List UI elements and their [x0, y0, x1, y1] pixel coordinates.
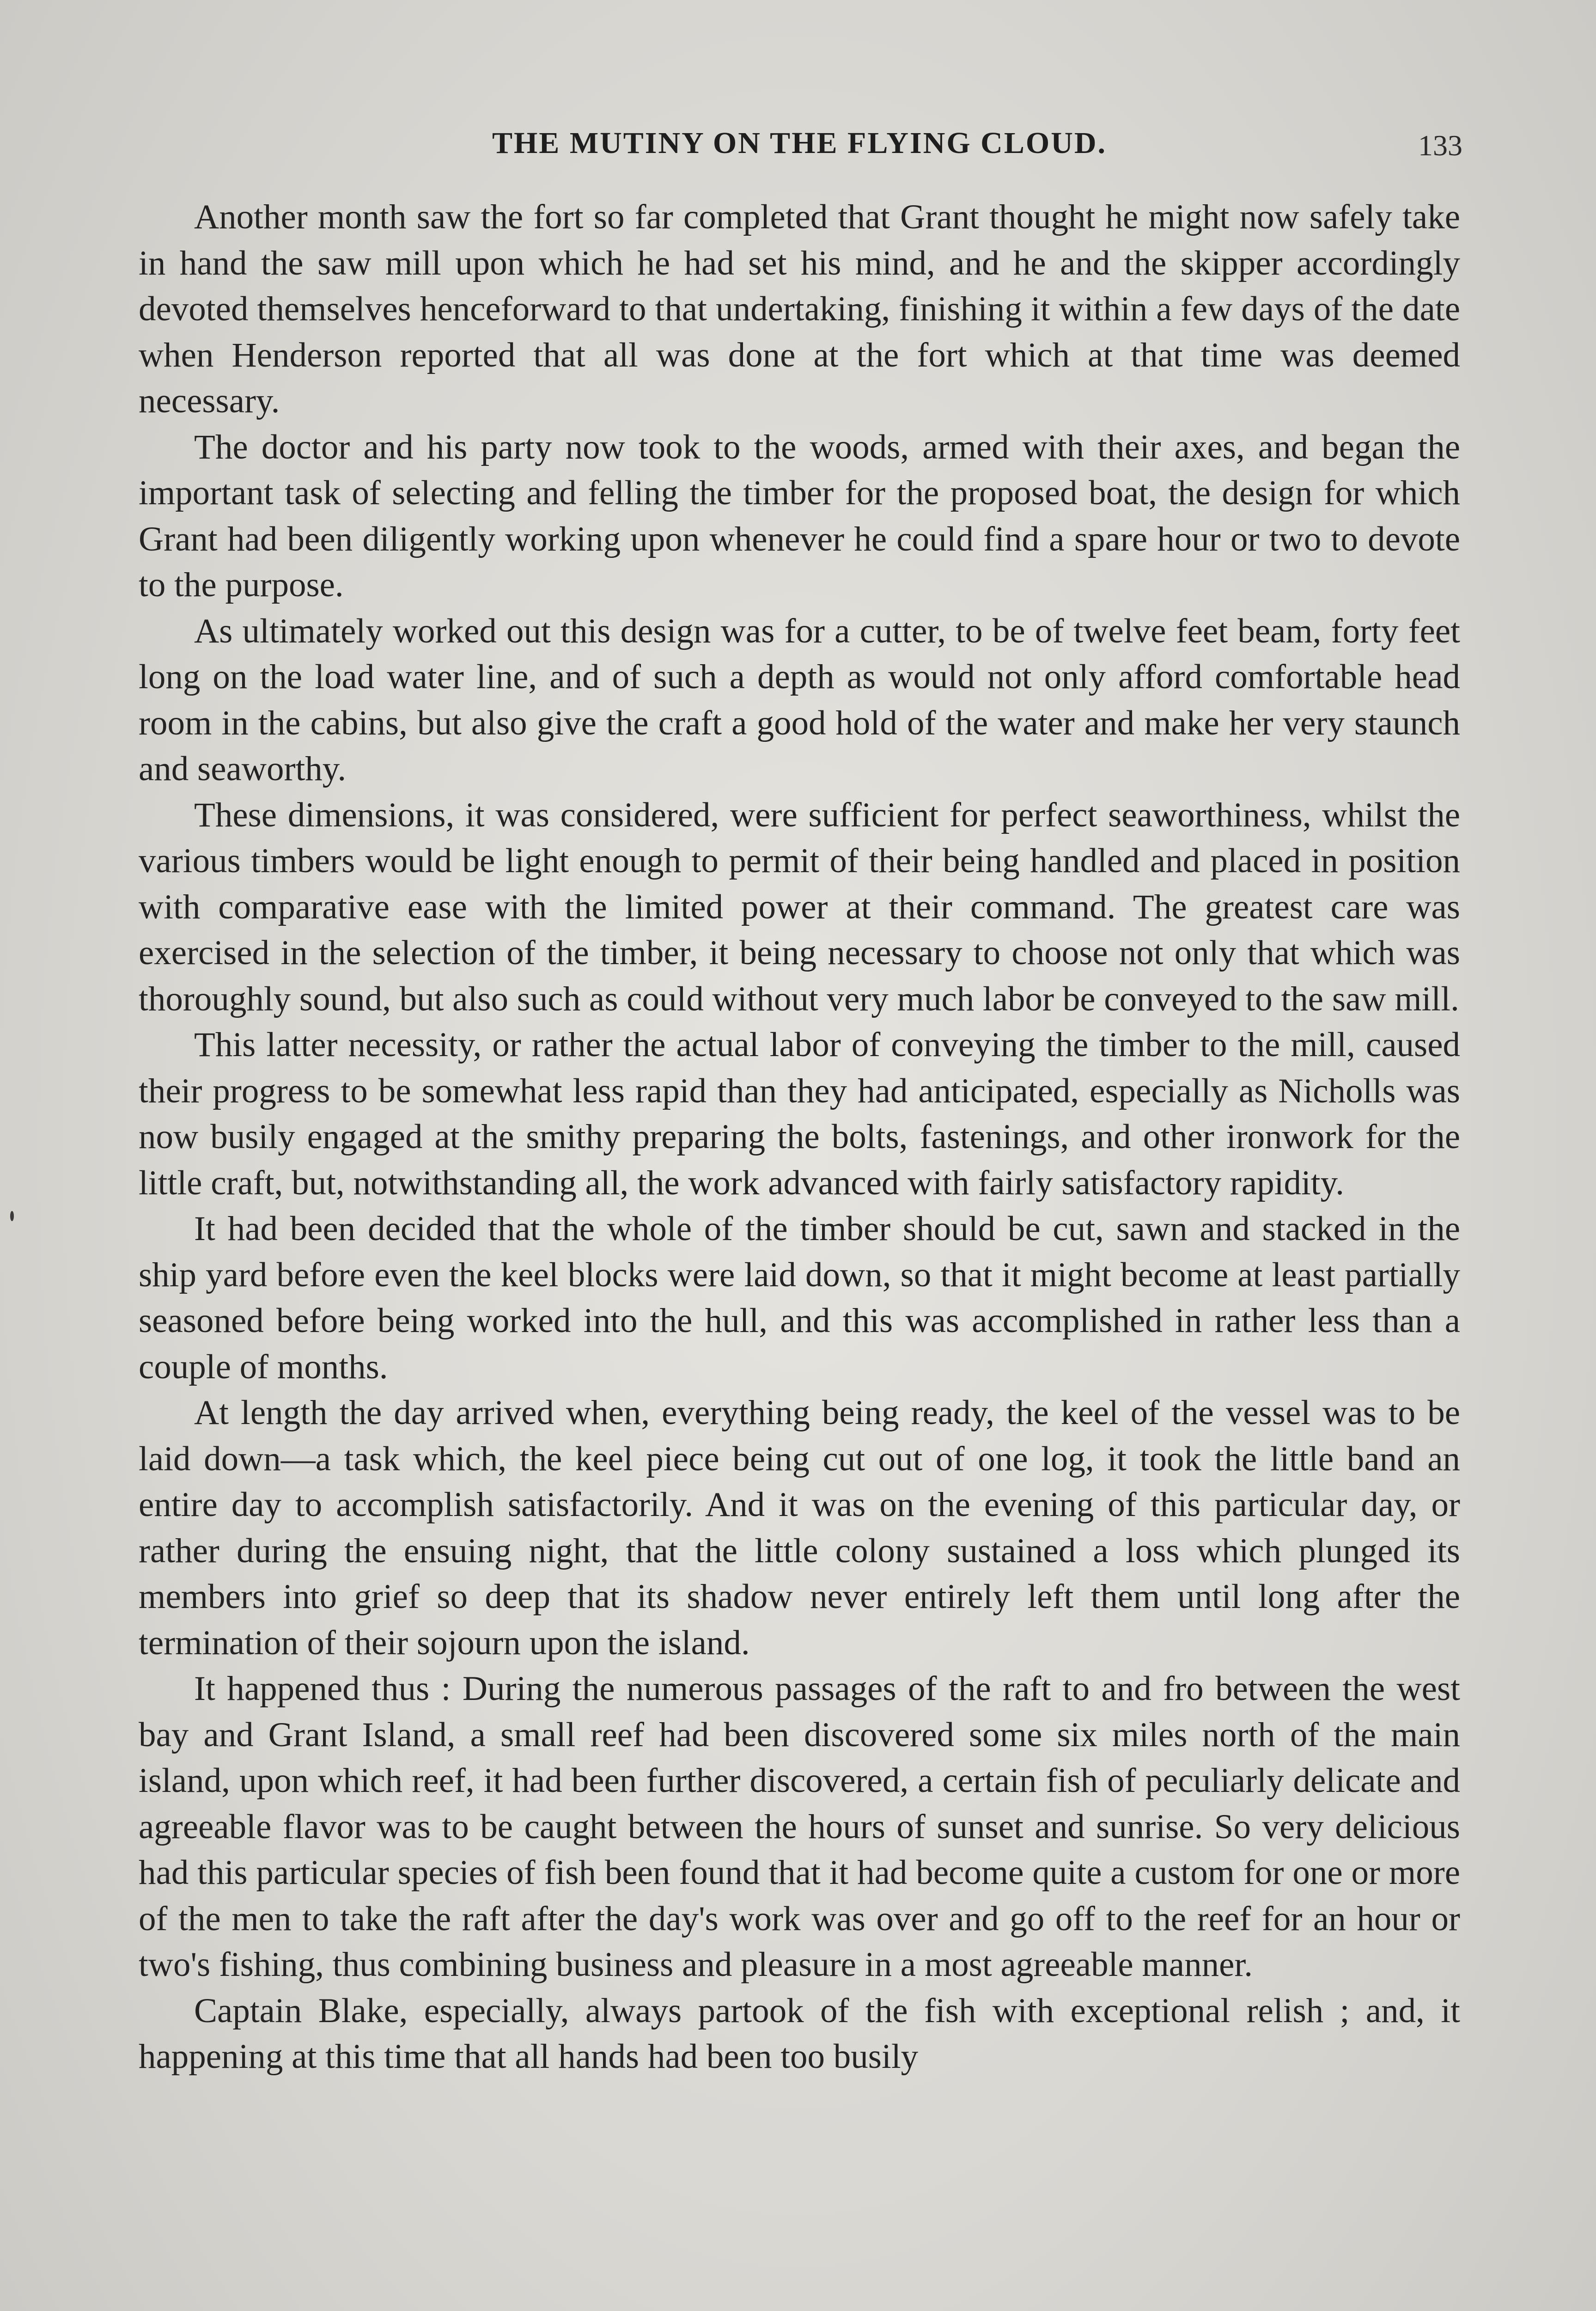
paragraph: The doctor and his party now took to the woods, armed with their axes, and began the important task of selecting and felling the timber for the proposed boat, the design for which Grant had been diligently working upon whenever he could find a spare hour or two to devote to the purpose. [139, 428, 1460, 604]
page-number: 133 [1418, 129, 1462, 162]
paragraph: As ultimately worked out this design was for a cutter, to be of twelve feet beam, forty feet long on the load water line, and of such a depth as would not only afford comfortable head room in the cabins, but also give the craft a good hold of the water and make her very staunch and seaworthy. [139, 611, 1460, 788]
page-header-title: THE MUTINY ON THE FLYING CLOUD. [492, 126, 1107, 160]
paragraph: This latter necessity, or rather the actual labor of conveying the timber to the mill, caused their progress to be somewhat less rapid than they had anticipated, especially as Nicholls was now busily engaged at the smithy preparing the bolts, fastenings, and other ironwork for the little craft, but, notwithstanding all, the work advanced with fairly satisfactory rapidity. [139, 1026, 1460, 1202]
paragraph: These dimensions, it was considered, were sufficient for perfect seaworthiness, whilst the various timbers would be light enough to permit of their being handled and placed in position with comparative ease with the limited power at their command. The greatest care was exercised in the selection of the timber, it being necessary to choose not only that which was thoroughly sound, but also such as could without very much labor be conveyed to the saw mill. [139, 795, 1460, 1018]
paragraph: Another month saw the fort so far completed that Grant thought he might now safely take in hand the saw mill upon which he had set his mind, and he and the skipper accordingly devoted themselves henceforward to that undertaking, finishing it within a few days of the date when Henderson reported that all was done at the fort which at that time was deemed necessary. [139, 198, 1460, 420]
scan-speck [10, 1211, 14, 1221]
running-head [139, 126, 1460, 172]
paragraph: Captain Blake, especially, always partook of the fish with exceptional relish ; and, it happening at this time that all hands had been too busily [139, 1991, 1460, 2076]
paragraph: It had been decided that the whole of the timber should be cut, sawn and stacked in the ship yard before even the keel blocks were laid down, so that it might become at least partially seasoned before being worked into the hull, and this was accomplished in rather less than a couple of months. [139, 1210, 1460, 1386]
body-text [139, 194, 1460, 2080]
paragraph: It happened thus : During the numerous passages of the raft to and fro between the west bay and Grant Island, a small reef had been discovered some six miles north of the main island, upon which reef, it had been further discovered, a certain fish of peculiarly delicate and agreeable flavor was to be caught between the hours of sunset and sunrise. So very delicious had this particular species of fish been found that it had become quite a custom for one or more of the men to take the raft after the day's work was over and go off to the reef for an hour or two's fishing, thus combining business and pleasure in a most agreeable manner. [139, 1669, 1460, 1984]
paragraph: At length the day arrived when, everything being ready, the keel of the vessel was to be laid down—a task which, the keel piece being cut out of one log, it took the little band an entire day to accomplish satisfactorily. And it was on the evening of this particular day, or rather during the ensuing night, that the little colony sustained a loss which plunged its members into grief so deep that its shadow never entirely left them until long after the termination of their sojourn upon the island. [139, 1394, 1460, 1662]
